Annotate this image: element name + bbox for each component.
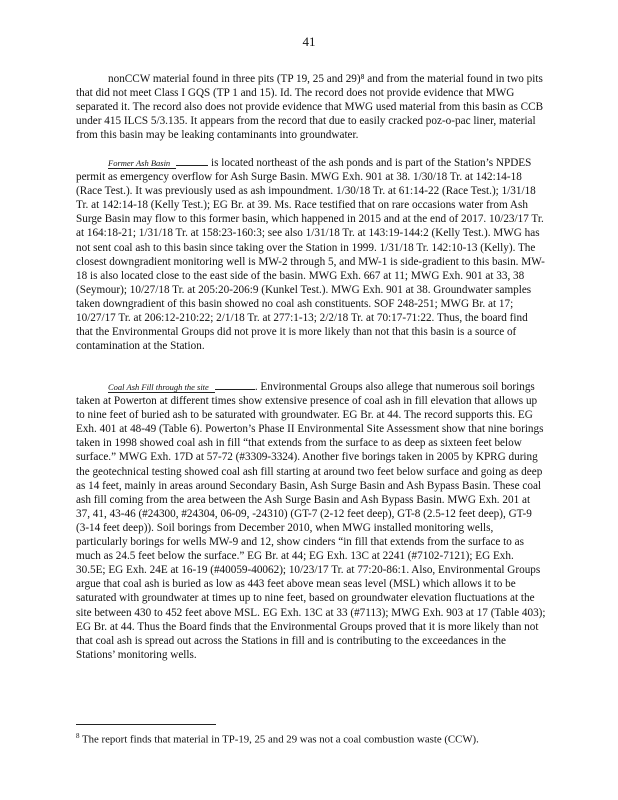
section-heading-former-ash-basin: Former Ash Basin — [108, 158, 176, 169]
paragraph-text: . Environmental Groups also allege that numerous soil borings taken at Powerton at different times show extensive presence of coal ash in fill elevation that allows up to nine feet of buried ash to be saturated with groundwater. EG Br. at 44. The record supports this. EG Exh. 401 at 48-49 (Table 6). Powerton’s Phase II Environmental Site Assessment show that nine borings taken in 1998 showed coal ash in fill “that extends from the surface to as deep as sixteen feet below surface.” MWG Exh. 17D at 57-72 (#3309-3324). Another five borings taken in 2005 by KPRG during the geotechnical testing showed coal ash fill starting at around two feet below surface and going as deep as 14 feet, mainly in areas around Secondary Basin, Ash Surge Basin and Ash Bypass Basin. These coal ash fill coming from the area between the Ash Surge Basin and Ash Bypass Basin. MWG Exh. 201 at 37, 41, 43-46 (#24300, #24304, 06-09, -24310) (GT-7 (2-12 feet deep), GT-8 (2.5-12 feet deep), GT-9 (3-14 feet deep)). Soil borings from December 2010, when MWG installed monitoring wells, particularly borings for wells MW-9 and 12, show cinders “in fill that extends from the surface to as much as 24.5 feet below the surface.” EG Br. at 44; EG Exh. 13C at 2241 (#7102-7121); EG Exh. 30.5E; EG Exh. 24E at 16-19 (#40059-40062); 10/23/17 Tr. at 77:20-86:1. Also, Environmental Groups argue that coal ash is buried as low as 443 feet above mean seas level (MSL) which allows it to be saturated with groundwater at times up to nine feet, based on groundwater elevation fluctuations at the site between 430 to 452 feet above MSL. EG Exh. 13C at 33 (#7113); MWG Exh. 903 at 17 (Table 403); EG Br. at 44. Thus the Board finds that the Environmental Groups proved that it is more likely than not that coal ash is spread out across the Stations in fill and is contributing to the exceedances in the Stations’ monitoring wells. — [76, 381, 546, 661]
heading-underline — [215, 389, 255, 390]
footnote — [76, 730, 556, 747]
section-heading-coal-ash-fill: Coal Ash Fill through the site — [108, 382, 215, 393]
paragraph-coal-ash-fill — [76, 380, 546, 662]
paragraph-former-ash-basin — [76, 156, 546, 353]
page-number: 41 — [302, 34, 316, 49]
paragraph-text: is located northeast of the ash ponds and is part of the Station’s NPDES permit as emergency overflow for Ash Surge Basin. MWG Exh. 901 at 38. 1/30/18 Tr. at 142:14-18 (Race Test.). It was previously used as ash impoundment. 1/30/18 Tr. at 61:14-22 (Race Test.); 1/31/18 Tr. at 142:14-18 (Kelly Test.); EG Br. at 39. Ms. Race testified that on rare occasions water from Ash Surge Basin may flow to this former basin, which happened in 2015 and at the end of 2017. 10/23/17 Tr. at 164:18-21; 1/31/18 Tr. at 158:23-160:3; see also 1/31/18 Tr. at 143:19-144:2 (Kelly Test.). MWG has not sent coal ash to this basin since taking over the Station in 1999. 1/31/18 Tr. 142:10-13 (Kelly). The closest downgradient monitoring well is MW-2 through 5, and MW-1 is side-gradient to this basin. MW-18 is also located close to the east side of the basin. MWG Exh. 667 at 11; MWG Exh. 901 at 33, 38 (Seymour); 10/27/18 Tr. at 205:20-206:9 (Kunkel Test.). MWG Exh. 901 at 38. Groundwater samples taken downgradient of this basin showed no coal ash constituents. SOF 248-251; MWG Br. at 17; 10/27/17 Tr. at 206:12-210:22; 2/1/18 Tr. at 277:1-13; 2/2/18 Tr. at 70:17-71:22. Thus, the board find that the Environmental Groups did not prove it is more likely than not that this basin is a source of contamination at the Station. — [76, 157, 545, 353]
heading-underline — [176, 165, 208, 166]
paragraph-pit-material — [76, 72, 546, 142]
footnote-mark: 8 — [76, 732, 80, 740]
paragraph-text: nonCCW material found in three pits (TP 19, 25 and 29)⁸ and from the material found in two pits that did not meet Class I GQS (TP 1 and 15). Id. The record does not provide evidence that MWG separated it. The record also does not provide evidence that MWG used material from this basin as CCB under 415 ILCS 5/3.135. It appears from the record that due to easily cracked poz-o-pac liner, material from this basin may be leaking contaminants into groundwater. — [76, 73, 544, 142]
footnote-divider — [76, 724, 216, 725]
footnote-text: The report finds that material in TP-19, 25 and 29 was not a coal combustion waste (CCW). — [79, 733, 479, 746]
